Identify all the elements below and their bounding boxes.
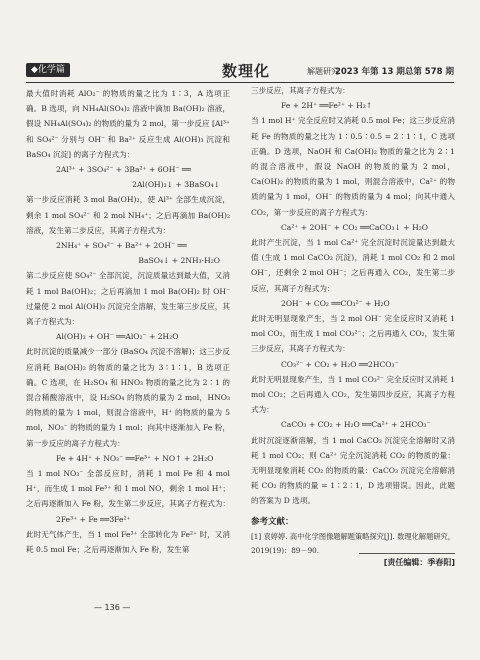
equation: 2NH₄⁺ + SO₄²⁻ + Ba²⁺ + 2OH⁻ ══: [56, 241, 187, 251]
issue-info: 2023 年第 13 期总第 578 期: [334, 67, 454, 77]
paragraph: 第一步反应消耗 3 mol Ba(OH)₂，使 Al³⁺ 全部生成沉淀，剩余 1 mol SO₄²⁻ 和 2 mol NH₄⁺；之后再滴加 Ba(OH)₂ 溶液，发生第二步反应，其离子方程式为：: [26, 195, 230, 235]
equation: 2Al(OH)₃↓ + 3BaSO₄↓: [132, 180, 220, 190]
paragraph: 此时无明显现象产生，当 1 mol CO₃²⁻ 完全反应时又消耗 1 mol CO₂；之后再通入 CO₂，发生第四步反应，其离子方程式为：: [251, 374, 455, 415]
paragraph: 最大值时消耗 AlO₂⁻ 的物质的量之比为 1∶3，A 选项正确。B 选项，向 NH₄Al(SO₄)₂ 溶液中滴加 Ba(OH)₂ 溶液，假设 NH₄Al(SO₄)₂ 的物质的量为 2 mol，第一步反应 [Al³⁺ 和 SO₄²⁻ 分别与 OH⁻ 和 Ba²⁺ 反应生成 Al(OH)₃ 沉淀和 BaSO₄ 沉淀] 的离子方程式为：: [26, 89, 230, 159]
paragraph: 此时产生沉淀，当 1 mol Ca²⁺ 完全沉淀时沉淀量达到最大值 (生成 1 mol CaCO₃ 沉淀)，消耗 1 mol CO₂ 和 2 mol OH⁻，还剩余 2 mol OH⁻；之后再通入 CO₂，发生第二步反应，其离子方程式为：: [251, 238, 455, 293]
left-column: [26, 86, 230, 557]
equation: Al(OH)₃ + OH⁻ ══AlO₂⁻ + 2H₂O: [56, 332, 179, 342]
right-column-body: [251, 83, 455, 509]
editor-credit: [责任编辑：季春阳]: [359, 553, 455, 568]
equation: 2Fe³⁺ + Fe ══3Fe²⁺: [56, 514, 131, 524]
equation: 2Al³⁺ + 3SO₄²⁻ + 3Ba²⁺ + 6OH⁻ ══: [56, 165, 191, 175]
reference-item: [1] 袁婷婷. 高中化学图像题解题策略探究[J]. 数理化解题研究，2019(19)：89－90.: [251, 531, 455, 555]
paragraph: 当 1 mol H⁺ 完全反应时又消耗 0.5 mol Fe；这三步反应消耗 Fe 的物质的量之比为 1∶0.5∶0.5 = 2∶1∶1，C 选项正确。D 选项，NaOH 和 Ca(OH)₂ 物质的量之比为 2∶1 的混合溶液中，假设 NaOH 的物质的量为 2 mol，Ca(OH)₂ 的物质的量为 1 mol，则混合溶液中，Ca²⁺ 的物质的量为 1 mol，OH⁻ 的物质的量为 4 mol；向其中通入 CO₂，第一步反应的离子方程式为：: [251, 116, 455, 217]
equation: CO₃²⁻ + CO₂ + H₂O ══2HCO₃⁻: [281, 359, 399, 369]
section-badge: ◆化学篇: [26, 63, 70, 77]
paragraph: 此时无明显现象产生，当 2 mol OH⁻ 完全反应时又消耗 1 mol CO₂，而生成 1 mol CO₃²⁻；之后再通入 CO₂，发生第三步反应，其离子方程式为：: [251, 314, 455, 354]
equation: Fe + 4H⁺ + NO₃⁻ ══Fe³⁺ + NO↑ + 2H₂O: [56, 453, 214, 463]
right-column: [251, 83, 455, 558]
equation: 2OH⁻ + CO₂ ══CO₃²⁻ + H₂O: [281, 298, 390, 308]
equation: CaCO₃ + CO₂ + H₂O ══Ca²⁺ + 2HCO₃⁻: [281, 420, 431, 430]
references-title: 参考文献：: [251, 516, 294, 527]
page-header: [26, 60, 454, 83]
equation: Fe + 2H⁺ ══Fe²⁺ + H₂↑: [281, 101, 373, 111]
equation: BaSO₄↓ + 2NH₃·H₂O: [138, 256, 220, 266]
paragraph: 此时无气体产生，当 1 mol Fe³⁺ 全部转化为 Fe²⁺ 时，又消耗 0.5 mol Fe；之后再逐渐加入 Fe 粉，发生第: [26, 529, 230, 555]
equation: Ca²⁺ + 2OH⁻ + CO₂ ══CaCO₃↓ + H₂O: [281, 222, 428, 232]
paragraph: 第二步反应使 SO₄²⁻ 全部沉淀，沉淀质量达到最大值，又消耗 1 mol Ba(OH)₂；之后再滴加 1 mol Ba(OH)₂ 时 OH⁻ 过量使 2 mol Al(OH)₃ 沉淀完全溶解，发生第三步反应，其离子方程式为：: [26, 271, 230, 327]
paragraph: 当 1 mol NO₃⁻ 全部反应时，消耗 1 mol Fe 和 4 mol H⁺，而生成 1 mol Fe³⁺ 和 1 mol NO，剩余 1 mol H⁺；之后再逐渐加入 Fe 粉，发生第二步反应，其离子方程式为：: [26, 469, 231, 509]
paragraph: 三步反应，其离子方程式为：: [251, 86, 350, 95]
journal-brand: 数理化: [222, 62, 271, 80]
paragraph: 此时沉淀逐渐溶解，当 1 mol CaCO₃ 沉淀完全溶解时又消耗 1 mol CO₂；则 Ca²⁺ 完全沉淀消耗 CO₂ 的物质的量：无明显现象消耗 CO₂ 的物质的量：CaCO₃ 沉淀完全溶解消耗 CO₂ 的物质的量 = 1∶2∶1，D 选项错误。因此，此题的答案为 D 选项。: [251, 435, 455, 506]
paragraph: 此时沉淀的质量减少一部分 (BaSO₄ 沉淀不溶解)；这三步反应消耗 Ba(OH)₂ 的物质的量之比为 3∶1∶1，B 选项正确。C 选项，在 H₂SO₄ 和 HNO₃ 物质的量之比为 2∶1 的混合稀酸溶液中，设 H₂SO₄ 的物质的量为 2 mol，HNO₃ 的物质的量为 1 mol，则混合溶液中，H⁺ 的物质的量为 5 mol，NO₃⁻ 的物质的量为 1 mol；向其中逐渐加入 Fe 粉，第一步反应的离子方程式为：: [26, 347, 230, 448]
journal-subtitle: 解题研究: [307, 67, 339, 76]
page-number: — 136 —: [94, 603, 131, 612]
